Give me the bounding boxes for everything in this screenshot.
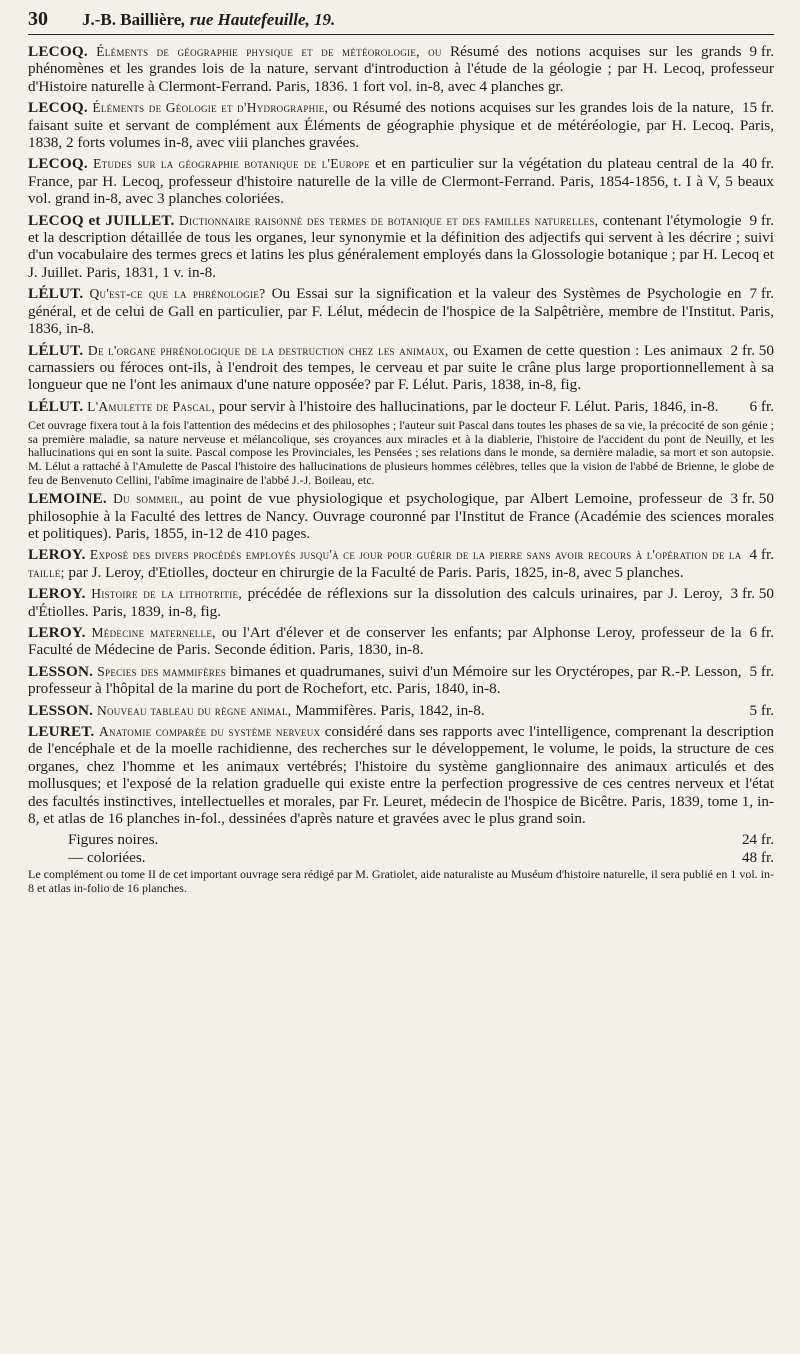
entry-price: 7 fr. — [749, 285, 774, 303]
catalog-entry — [28, 398, 774, 415]
sub-price-list — [28, 831, 774, 866]
entry-body: considéré dans ses rapports avec l'intelligence, comprenant la description de l'encéphale et de la moelle rachidienne, des recherches sur le développement, le volume, le poids, la structure de ces organes, chez l'homme et les animaux vertébrés; l'histoire du système ganglionnaire des animaux articulés et des mollusques; et l'exposé de la relation graduelle qui existe entre la perfection progressive de ces centres nerveux et l'état des facultés instinctives, intellectuelles et morales, par Fr. Leuret, médecin de l'hospice de Bicêtre. Paris, 1839, tome 1, in-8, et atlas de 16 planches in-fol., dessinées d'après nature et gravées avec le plus grand soin. — [28, 722, 774, 827]
catalog-entry — [28, 723, 774, 827]
entry-author: LESSON. — [28, 662, 94, 680]
entry-body: ou Examen de cette question : Les animaux carnassiers ou féroces ont-ils, à l'endroit des tempes, le cerveau et par suite le crâne plus large proportionnellement à sa longueur que ne l'ont les animaux d'une nature opposée? par F. Lélut. Paris, 1838, in-8, fig. — [28, 341, 774, 394]
catalog-entry — [28, 585, 774, 620]
entry-author: LEMOINE. — [28, 490, 107, 508]
entry-price: 40 fr. — [741, 155, 774, 173]
entry-price: 3 fr. 50 — [730, 585, 774, 603]
sub-price-label: Figures noires. — [68, 831, 159, 849]
entry-author: LÉLUT. — [28, 341, 84, 359]
entry-title: Qu'est-ce que la phrénologie? — [89, 286, 266, 302]
entry-price: 5 fr. — [749, 701, 774, 719]
entry-price: 2 fr. 50 — [730, 341, 774, 359]
entry-title: Exposé des divers procédés employés jusqu'à ce jour pour guérir de la pierre sans avoir recours à l'opération de la taille; — [28, 547, 742, 580]
catalog-entry — [28, 546, 774, 581]
entry-price: 5 fr. — [749, 662, 774, 680]
entry-title: Du sommeil, — [113, 491, 184, 507]
running-header — [28, 8, 774, 35]
entry-title: Dictionnaire raisonné des termes de botanique et des familles naturelles, — [179, 212, 599, 228]
entry-author: LEURET. — [28, 722, 95, 740]
entry-author: LEROY. — [28, 546, 86, 564]
footnote: Le complément ou tome II de cet important ouvrage sera rédigé par M. Gratiolet, aide naturaliste au Muséum d'histoire naturelle, il sera publié en 1 vol. in-8 et atlas in-folio de 16 planches. — [28, 867, 774, 895]
entry-title: Médecine maternelle, — [91, 624, 216, 640]
entry-author: LÉLUT. — [28, 397, 84, 415]
publisher-name: J.-B. Baillière — [82, 10, 182, 29]
catalog-entry — [28, 285, 774, 337]
entry-price: 9 fr. — [749, 211, 774, 229]
catalog-entry — [28, 212, 774, 282]
catalog-entry — [28, 490, 774, 542]
entry-body: ou Résumé des notions acquises sur les grandes lois de la nature, faisant suite et servant de complément aux Éléments de géographie physique et de météréologie, par H. Lecoq. Paris, 1838, 2 forts volumes in-8, avec viii planches gravées. — [28, 99, 774, 152]
entry-body: au point de vue physiologique et psychologique, par Albert Lemoine, professeur de philosophie à la Faculté des lettres de Nancy. Ouvrage couronné par l'Institut de France (Académie des sciences morales et politiques). Paris, 1855, in-12 de 410 pages. — [28, 490, 774, 542]
entry-title: L'Amulette de Pascal, — [87, 398, 216, 414]
catalog-entry — [28, 43, 774, 95]
catalog-entry — [28, 663, 774, 698]
catalog-entry — [28, 624, 774, 659]
catalog-entry — [28, 99, 774, 151]
entry-body: et en particulier sur la végétation du plateau central de la France, par H. Lecoq, professeur d'histoire naturelle de la ville de Clermont-Ferrand. Paris, 1854-1856, t. I à V, 5 beaux vol. grand in-8, avec 3 planches coloriées. — [28, 155, 774, 208]
entry-body: Ou Essai sur la signification et la valeur des Systèmes de Psychologie en général, et de celui de Gall en particulier, par F. Lélut, médecin de l'hospice de la Salpêtrière, membre de l'Institut. Paris, 1836, in-8. — [28, 285, 774, 338]
entry-price: 6 fr. — [749, 623, 774, 641]
sub-price-label: — coloriées. — [68, 848, 146, 866]
entry-body: précédée de réflexions sur la dissolution des calculs urinaires, par J. Leroy, d'Étiolles. Paris, 1839, in-8, fig. — [28, 585, 723, 620]
entry-price: 6 fr. — [749, 397, 774, 415]
entry-author: LEROY. — [28, 623, 86, 641]
entry-author: LECOQ et JUILLET. — [28, 211, 175, 229]
entry-body: par J. Leroy, d'Etiolles, docteur en chirurgie de la Faculté de Paris. Paris, 1825, in-8, avec 5 planches. — [68, 563, 684, 581]
entry-title: Éléments de géographie physique et de météorologie, ou — [96, 44, 442, 59]
entry-title: Éléments de Géologie et d'Hydrographie, — [92, 100, 329, 116]
sub-price-value: 48 fr. — [741, 848, 774, 866]
catalog-entries — [28, 43, 774, 827]
sub-price-row — [28, 831, 774, 848]
entry-body: pour servir à l'histoire des hallucinations, par le docteur F. Lélut. Paris, 1846, in-8. — [218, 397, 719, 415]
entry-title: Etudes sur la géographie botanique de l'Europe — [93, 156, 370, 172]
entry-note: Cet ouvrage fixera tout à la fois l'attention des médecins et des philosophes ; l'auteur suit Pascal dans toutes les phases de sa vie, la précocité de son génie ; sa première maladie, sa nature nerveuse et mélancolique, ses croyances aux miracles et à la diablerie, l'histoire de l'accident du pont de Neuilly, et les hallucinations qui en sont la suite. Pascal compose les Provinciales, les Pensées ; ses relations dans le monde, sa dernière maladie, sa mort et son autopsie. M. Lélut a rattaché à l'Amulette de Pascal l'histoire des hallucinations de plusieurs hommes célèbres, telles que la vision de l'abbé de Brienne, le globe de feu de Benvenuto Cellini, l'abîme imaginaire de l'abbé J.-J. Boileau, etc. — [28, 418, 774, 487]
entry-author: LÉLUT. — [28, 285, 84, 303]
page-number: 30 — [28, 8, 48, 30]
catalog-entry — [28, 342, 774, 394]
running-head — [82, 10, 335, 30]
entry-body: Résumé des notions acquises sur les grands phénomènes et les grandes lois de la nature, servant d'introduction à l'étude de la géologie ; par H. Lecoq, professeur d'Histoire naturelle à Clermont-Ferrand. Paris, 1836. 1 fort vol. in-8, avec 4 planches gr. — [28, 43, 774, 95]
entry-title: Species des mammifères — [97, 663, 227, 679]
publisher-address: , rue Hautefeuille, 19. — [181, 10, 336, 29]
catalog-entry — [28, 155, 774, 207]
entry-author: LECOQ. — [28, 43, 88, 60]
entry-body: bimanes et quadrumanes, suivi d'un Mémoire sur les Oryctéropes, par R.-P. Lesson, professeur à l'hôpital de la marine du port de Rochefort, etc. Paris, 1840, in-8. — [28, 662, 742, 698]
sub-price-row — [28, 849, 774, 866]
entry-price: 9 fr. — [749, 43, 774, 60]
entry-author: LESSON. — [28, 701, 94, 719]
entry-author: LECOQ. — [28, 99, 88, 117]
entry-body: contenant l'étymologie et la description détaillée de tous les organes, leur synonymie et la définition des adjectifs qui servent à les décrire ; suivi d'un vocabulaire des termes grecs et latins les plus généralement employés dans la Glossologie botanique ; par H. Lecoq et J. Juillet. Paris, 1831, 1 v. in-8. — [28, 211, 774, 281]
entry-price: 15 fr. — [741, 99, 774, 117]
entry-body: ou l'Art d'élever et de conserver les enfants; par Alphonse Leroy, professeur de la Faculté de Médecine de Paris. Seconde édition. Paris, 1830, in-8. — [28, 623, 742, 659]
entry-title: Anatomie comparée du système nerveux — [98, 723, 321, 739]
entry-title: De l'organe phrénologique de la destruction chez les animaux, — [87, 342, 449, 358]
entry-author: LEROY. — [28, 585, 86, 603]
entry-price: 4 fr. — [749, 546, 774, 564]
entry-author: LECOQ. — [28, 155, 88, 173]
catalog-entry — [28, 702, 774, 719]
entry-body: Mammifères. Paris, 1842, in-8. — [295, 701, 485, 719]
entry-price: 3 fr. 50 — [730, 490, 774, 508]
entry-title: Histoire de la lithotritie, — [91, 586, 243, 602]
entry-title: Nouveau tableau du règne animal, — [96, 702, 292, 718]
sub-price-value: 24 fr. — [741, 831, 774, 849]
